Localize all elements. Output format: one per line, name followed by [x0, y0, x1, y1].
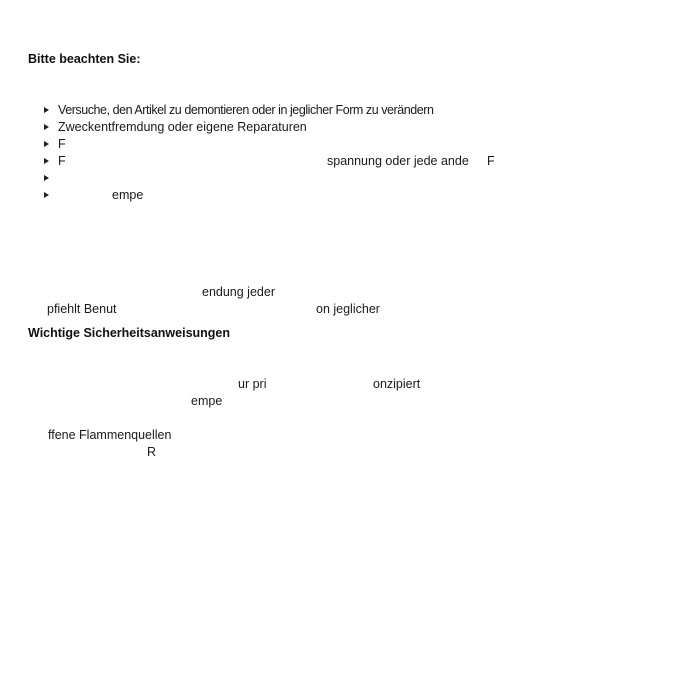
bullet-text-fragment: spannung oder jede ande — [327, 154, 469, 168]
section-heading-note: Bitte beachten Sie: — [28, 52, 141, 66]
safety-text-fragment: onzipiert — [373, 377, 421, 391]
list-item — [44, 102, 644, 119]
bullet-triangle-icon — [44, 192, 49, 198]
bullet-text: F — [58, 137, 66, 151]
list-item — [44, 170, 644, 187]
paragraph-fragment: pfiehlt Benut — [47, 302, 117, 316]
bullet-triangle-icon — [44, 175, 49, 181]
bullet-triangle-icon — [44, 124, 49, 130]
bullet-text: Versuche, den Artikel zu demontieren oder in jeglicher Form zu verändern — [58, 103, 434, 117]
bullet-text-fragment: empe — [112, 188, 144, 202]
bullet-text: F — [58, 154, 66, 168]
list-item — [44, 119, 644, 136]
bullet-triangle-icon — [44, 107, 49, 113]
safety-text-fragment: R — [147, 445, 157, 459]
section-heading-safety: Wichtige Sicherheitsanweisungen — [28, 326, 231, 340]
safety-text-fragment: ffene Flammenquellen — [48, 428, 172, 442]
list-item — [44, 136, 644, 153]
bullet-text-fragment: F — [487, 154, 495, 168]
bullet-text: Zweckentfremdung oder eigene Reparaturen — [58, 120, 307, 134]
bullet-triangle-icon — [44, 158, 49, 164]
safety-text-fragment: empe — [191, 394, 223, 408]
notice-bullet-list — [44, 102, 644, 204]
paragraph-fragment: on jeglicher — [316, 302, 380, 316]
paragraph-fragment: endung jeder — [202, 285, 275, 299]
safety-text-fragment: ur pri — [238, 377, 267, 391]
bullet-triangle-icon — [44, 141, 49, 147]
list-item — [44, 187, 644, 204]
list-item — [44, 153, 644, 170]
